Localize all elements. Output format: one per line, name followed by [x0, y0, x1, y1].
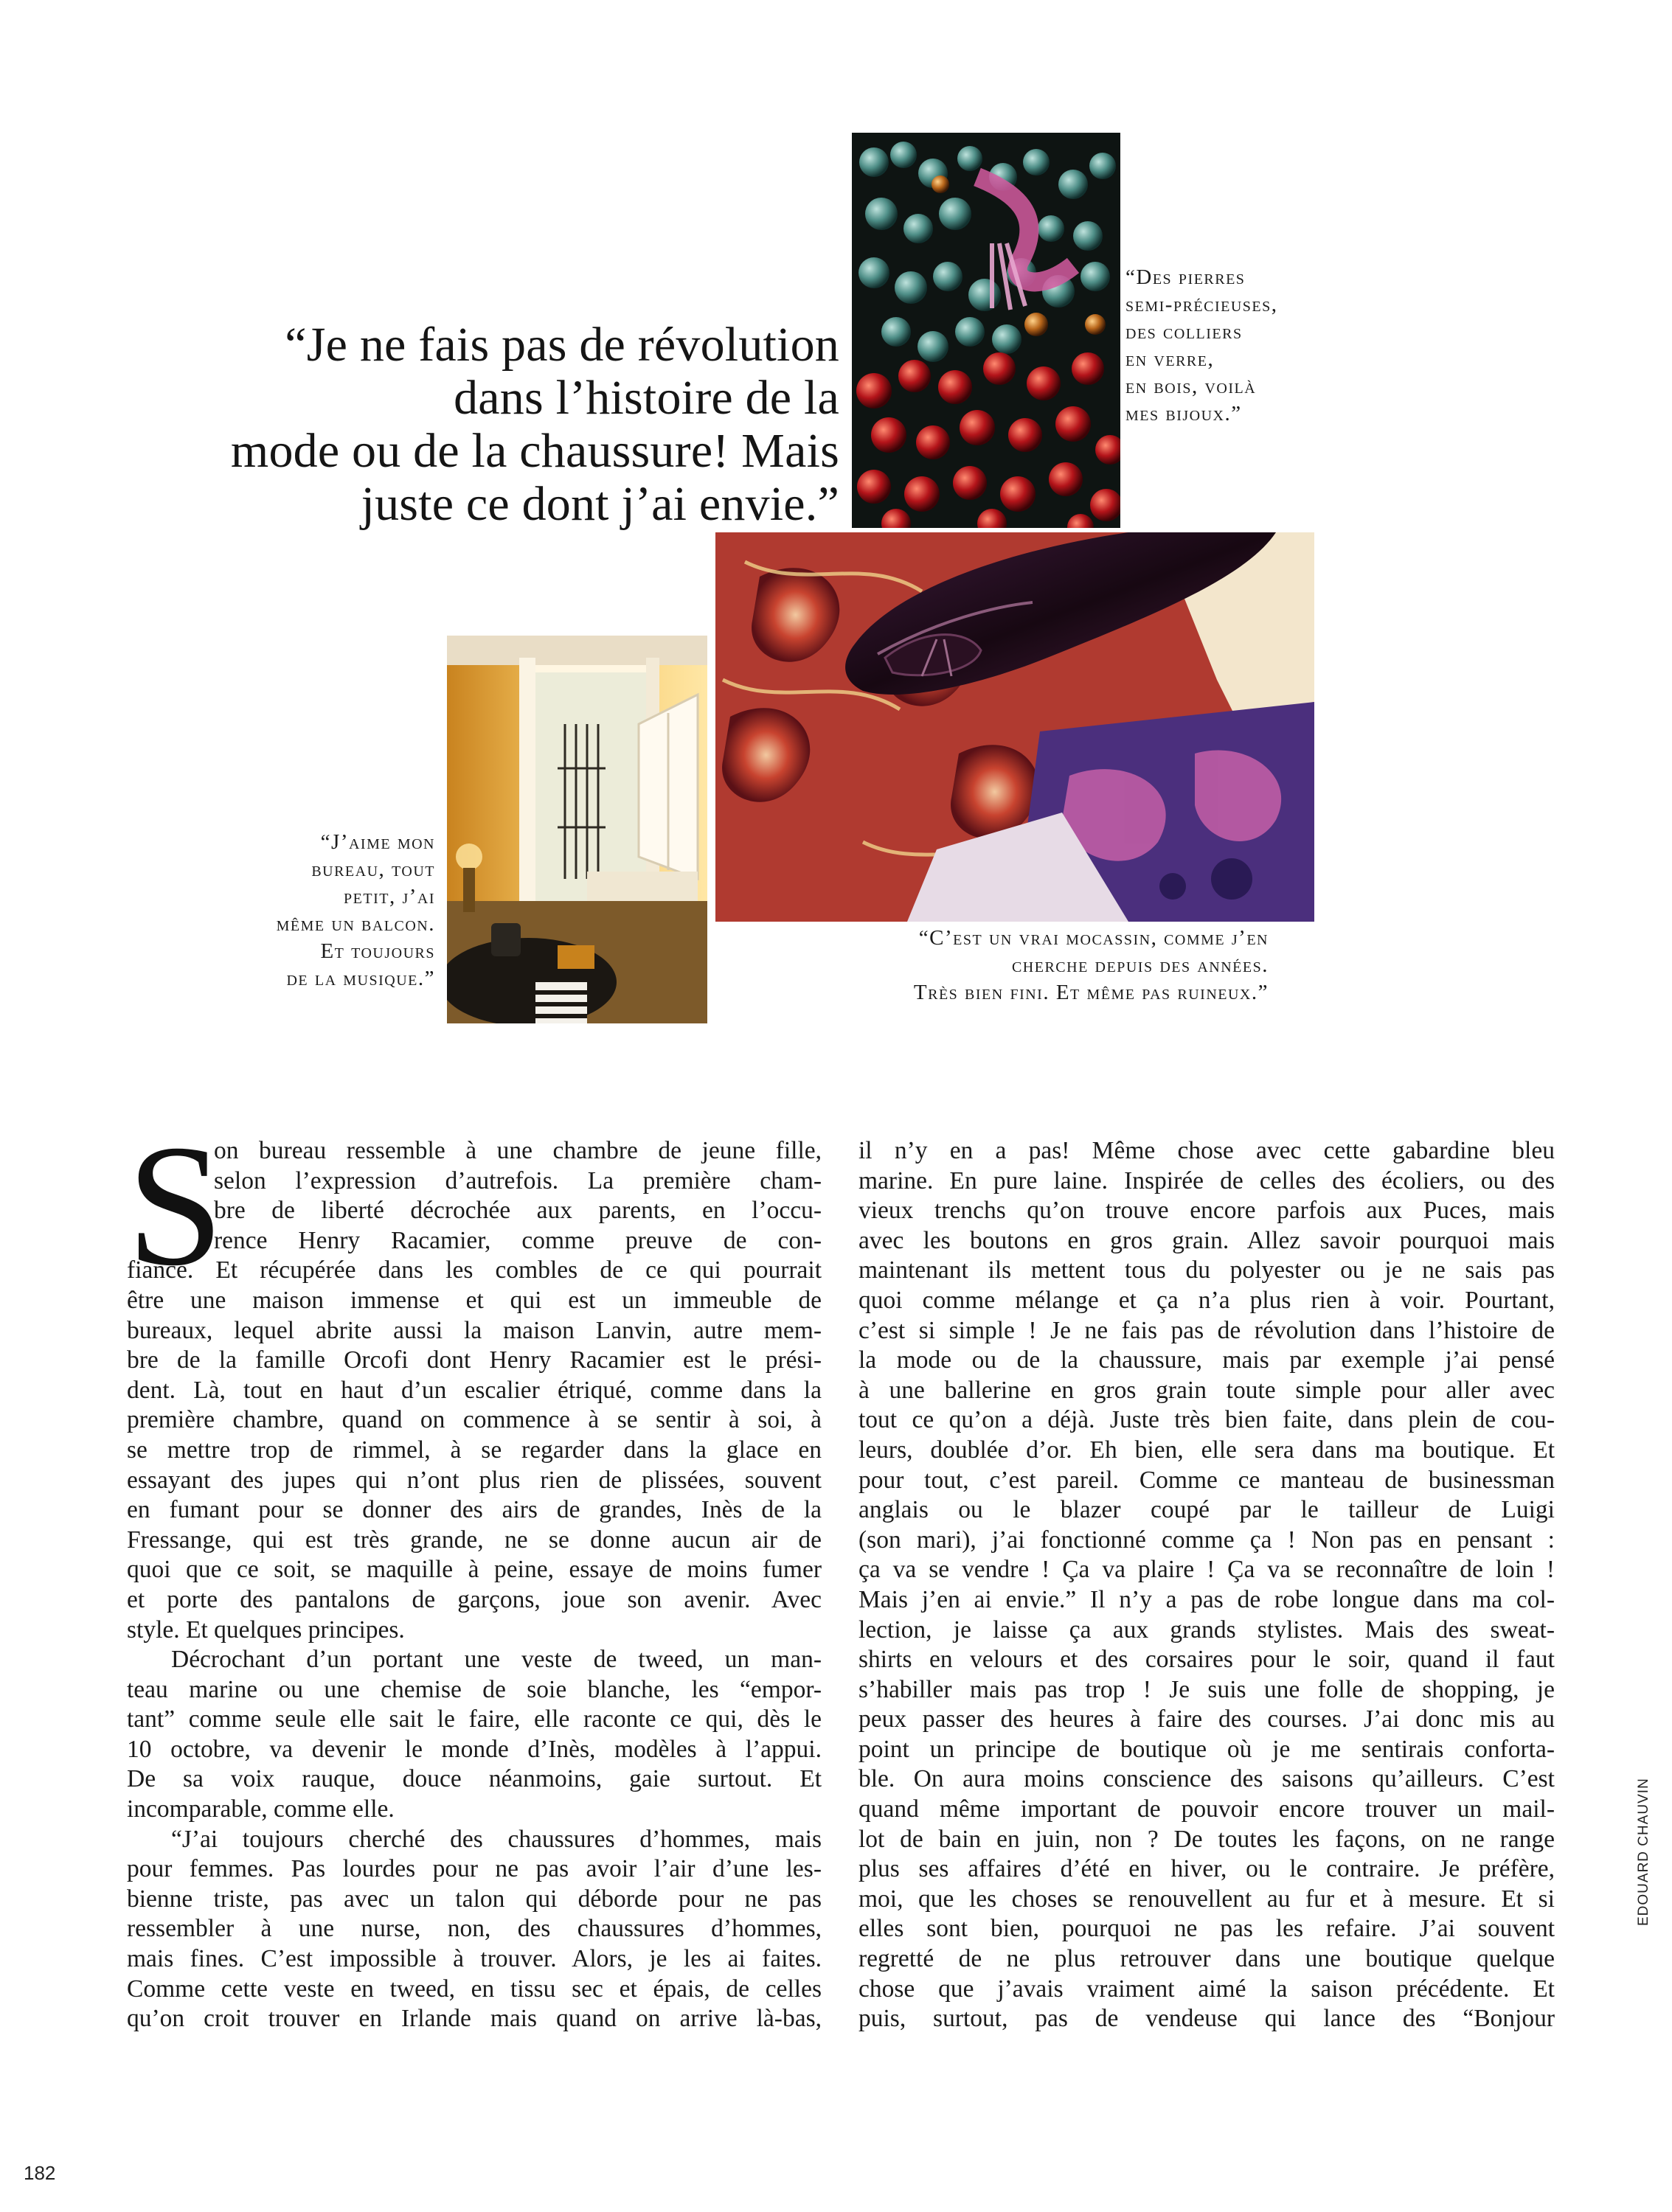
text-line: on bureau ressemble à une chambre de jeune fille, — [214, 1137, 822, 1164]
text-line: vieux trenchs qu’on trouve encore parfois aux Puces, mais — [858, 1197, 1555, 1225]
mocassin-photo — [715, 532, 1314, 922]
drop-cap: S — [127, 1110, 224, 1302]
text-line: moi, que les choses se renouvellent au fur et à mesure. Et si — [858, 1885, 1555, 1913]
text-line: marine. En pure laine. Inspirée de celles des écoliers, ou des — [858, 1166, 1555, 1194]
pull-quote-line: dans l’histoire de la — [454, 371, 839, 425]
text-line: plus ses affaires d’été en hiver, ou le contraire. Je préfère, — [858, 1855, 1555, 1883]
caption-line: même un balcon. — [276, 912, 435, 936]
text-line: peux passer des heures à faire des courses. J’ai donc mis au — [858, 1705, 1555, 1733]
caption-line: en bois, voilà — [1125, 375, 1257, 398]
caption-line: des colliers — [1125, 320, 1243, 344]
caption-line: “Des pierres — [1125, 265, 1246, 289]
caption-line: “J’aime mon — [320, 830, 435, 854]
text-line: incomparable, comme elle. — [127, 1795, 395, 1823]
caption-line: en verre, — [1125, 347, 1215, 371]
caption-line: Très bien fini. Et même pas ruineux.” — [913, 981, 1269, 1004]
caption-line: cherche depuis des années. — [1011, 953, 1269, 977]
text-line: rence Henry Racamier, comme preuve de con- — [214, 1226, 822, 1254]
text-line: quoi comme mélange et ça n’a plus rien à voir. Pourtant, — [858, 1286, 1555, 1314]
office-photo — [447, 636, 707, 1023]
text-line: essayant des jupes qui n’ont plus rien de plissées, souvent — [127, 1466, 822, 1494]
text-line: et porte des pantalons de garçons, joue son avenir. Avec — [127, 1585, 822, 1613]
text-line: bre de liberté décrochée aux parents, en l’occu- — [214, 1197, 822, 1225]
mocassin-caption — [811, 925, 1269, 1006]
text-line: bre de la famille Orcofi dont Henry Racamier est le prési- — [127, 1346, 822, 1374]
text-line: leurs, doublée d’or. Eh bien, elle sera dans ma boutique. Et — [858, 1436, 1555, 1464]
text-line: Mais j’en ai envie.” Il n’y a pas de robe longue dans ma col- — [858, 1585, 1555, 1613]
text-line: dent. Là, tout en haut d’un escalier étriqué, comme dans la — [127, 1376, 822, 1404]
caption-line: de la musique.” — [286, 967, 435, 990]
text-line: quoi que ce soit, se maquille à peine, essaye de moins fumer — [127, 1556, 822, 1584]
article-column-left — [127, 1110, 822, 2034]
text-line: la mode ou de la chaussure, mais par exemple j’ai pensé — [858, 1346, 1555, 1374]
text-line: tant” comme seule elle sait le faire, elle raconte ce qui, dès le — [127, 1705, 822, 1733]
text-line: teau marine ou une chemise de soie blanche, les “empor- — [127, 1675, 822, 1703]
text-line: il n’y en a pas! Même chose avec cette gabardine bleu — [858, 1137, 1555, 1164]
caption-line: Et toujours — [320, 939, 435, 963]
pull-quote — [148, 319, 839, 531]
text-line: maintenant ils mettent tous du polyester ou je ne sais pas — [858, 1256, 1555, 1284]
text-line: en fumant pour se donner des airs de grandes, Inès de la — [127, 1496, 822, 1524]
text-line: point un principe de boutique où je me sentirais conforta- — [858, 1735, 1555, 1763]
text-line: style. Et quelques principes. — [127, 1615, 405, 1644]
text-line: regretté de ne plus retrouver dans une boutique quelque — [858, 1945, 1555, 1973]
text-line: avec les boutons en gros grain. Allez savoir pourquoi mais — [858, 1226, 1555, 1254]
text-line: pour tout, c’est pareil. Comme ce manteau de businessman — [858, 1466, 1555, 1494]
text-line: chose que j’avais vraiment aimé la saison précédente. Et — [858, 1975, 1555, 2003]
text-line: première chambre, quand on commence à se sentir à soi, à — [127, 1406, 822, 1434]
text-line: elles sont bien, pourquoi ne pas les refaire. J’ai souvent — [858, 1915, 1555, 1943]
caption-line: petit, j’ai — [344, 885, 435, 908]
text-line: bienne triste, pas avec un talon qui déborde pour ne pas — [127, 1885, 822, 1913]
article-column-right — [858, 1136, 1555, 2034]
jewelry-caption — [1125, 264, 1369, 428]
text-line: s’habiller mais pas trop ! Je suis une folle de shopping, je — [858, 1675, 1555, 1703]
text-line: De sa voix rauque, douce néanmoins, gaie surtout. Et — [127, 1765, 822, 1793]
caption-line: “C’est un vrai mocassin, comme j’en — [918, 926, 1269, 950]
text-line: 10 octobre, va devenir le monde d’Inès, modèles à l’appui. — [127, 1735, 822, 1763]
text-line: Décrochant d’un portant une veste de tweed, un man- — [171, 1646, 822, 1674]
caption-line: bureau, tout — [311, 858, 435, 881]
text-line: être une maison immense et qui est un immeuble de — [127, 1286, 822, 1314]
text-line: c’est si simple ! Je ne fais pas de révolution dans l’histoire de — [858, 1316, 1555, 1344]
jewelry-photo — [852, 133, 1120, 528]
pull-quote-line: juste ce dont j’ai envie.” — [361, 477, 839, 531]
text-line: se mettre trop de rimmel, à se regarder dans la glace en — [127, 1436, 822, 1464]
text-line: mais fines. C’est impossible à trouver. Alors, je les ai faites. — [127, 1945, 822, 1973]
text-line: shirts en velours et des corsaires pour le soir, quand il faut — [858, 1646, 1555, 1674]
text-line: Fressange, qui est très grande, ne se donne aucun air de — [127, 1526, 822, 1554]
text-line: fiance. Et récupérée dans les combles de ce qui pourrait — [127, 1256, 822, 1284]
text-line: Comme cette veste en tweed, en tissu sec et épais, de celles — [127, 1975, 822, 2003]
text-line: quand même important de pouvoir encore trouver un mail- — [858, 1795, 1555, 1823]
text-line: anglais ou le blazer coupé par le tailleur de Luigi — [858, 1496, 1555, 1524]
text-line: lection, je laisse ça aux grands stylistes. Mais des sweat- — [858, 1615, 1555, 1644]
photo-credit: EDOUARD CHAUVIN — [1636, 1778, 1651, 1926]
pull-quote-line: “Je ne fais pas de révolution — [285, 318, 839, 372]
text-line: pour femmes. Pas lourdes pour ne pas avoir l’air d’une les- — [127, 1855, 822, 1883]
text-line: selon l’expression d’autrefois. La première cham- — [214, 1166, 822, 1194]
text-line: bureaux, lequel abrite aussi la maison Lanvin, autre mem- — [127, 1316, 822, 1344]
text-line: à une ballerine en gros grain toute simple pour aller avec — [858, 1376, 1555, 1404]
text-line: (son mari), j’ai fonctionné comme ça ! Non pas en pensant : — [858, 1526, 1555, 1554]
caption-line: semi-précieuses, — [1125, 293, 1278, 316]
pull-quote-line: mode ou de la chaussure! Mais — [230, 424, 839, 478]
text-line: ble. On aura moins conscience des saisons qu’ailleurs. C’est — [858, 1765, 1555, 1793]
text-line: lot de bain en juin, non ? De toutes les façons, on ne range — [858, 1825, 1555, 1853]
text-line: qu’on croit trouver en Irlande mais quand on arrive là-bas, — [127, 2005, 822, 2033]
text-line: “J’ai toujours cherché des chaussures d’hommes, mais — [171, 1825, 822, 1853]
text-line: tout ce qu’on a déjà. Juste très bien faite, dans plein de cou- — [858, 1406, 1555, 1434]
page-number: 182 — [24, 2162, 56, 2184]
text-line: ça va se vendre ! Ça va plaire ! Ça va se reconnaître de loin ! — [858, 1556, 1555, 1584]
caption-line: mes bijoux.” — [1125, 402, 1242, 425]
text-line: puis, surtout, pas de vendeuse qui lance des “Bonjour — [858, 2005, 1555, 2033]
office-caption — [221, 829, 435, 992]
text-line: ressembler à une nurse, non, des chaussures d’hommes, — [127, 1915, 822, 1943]
